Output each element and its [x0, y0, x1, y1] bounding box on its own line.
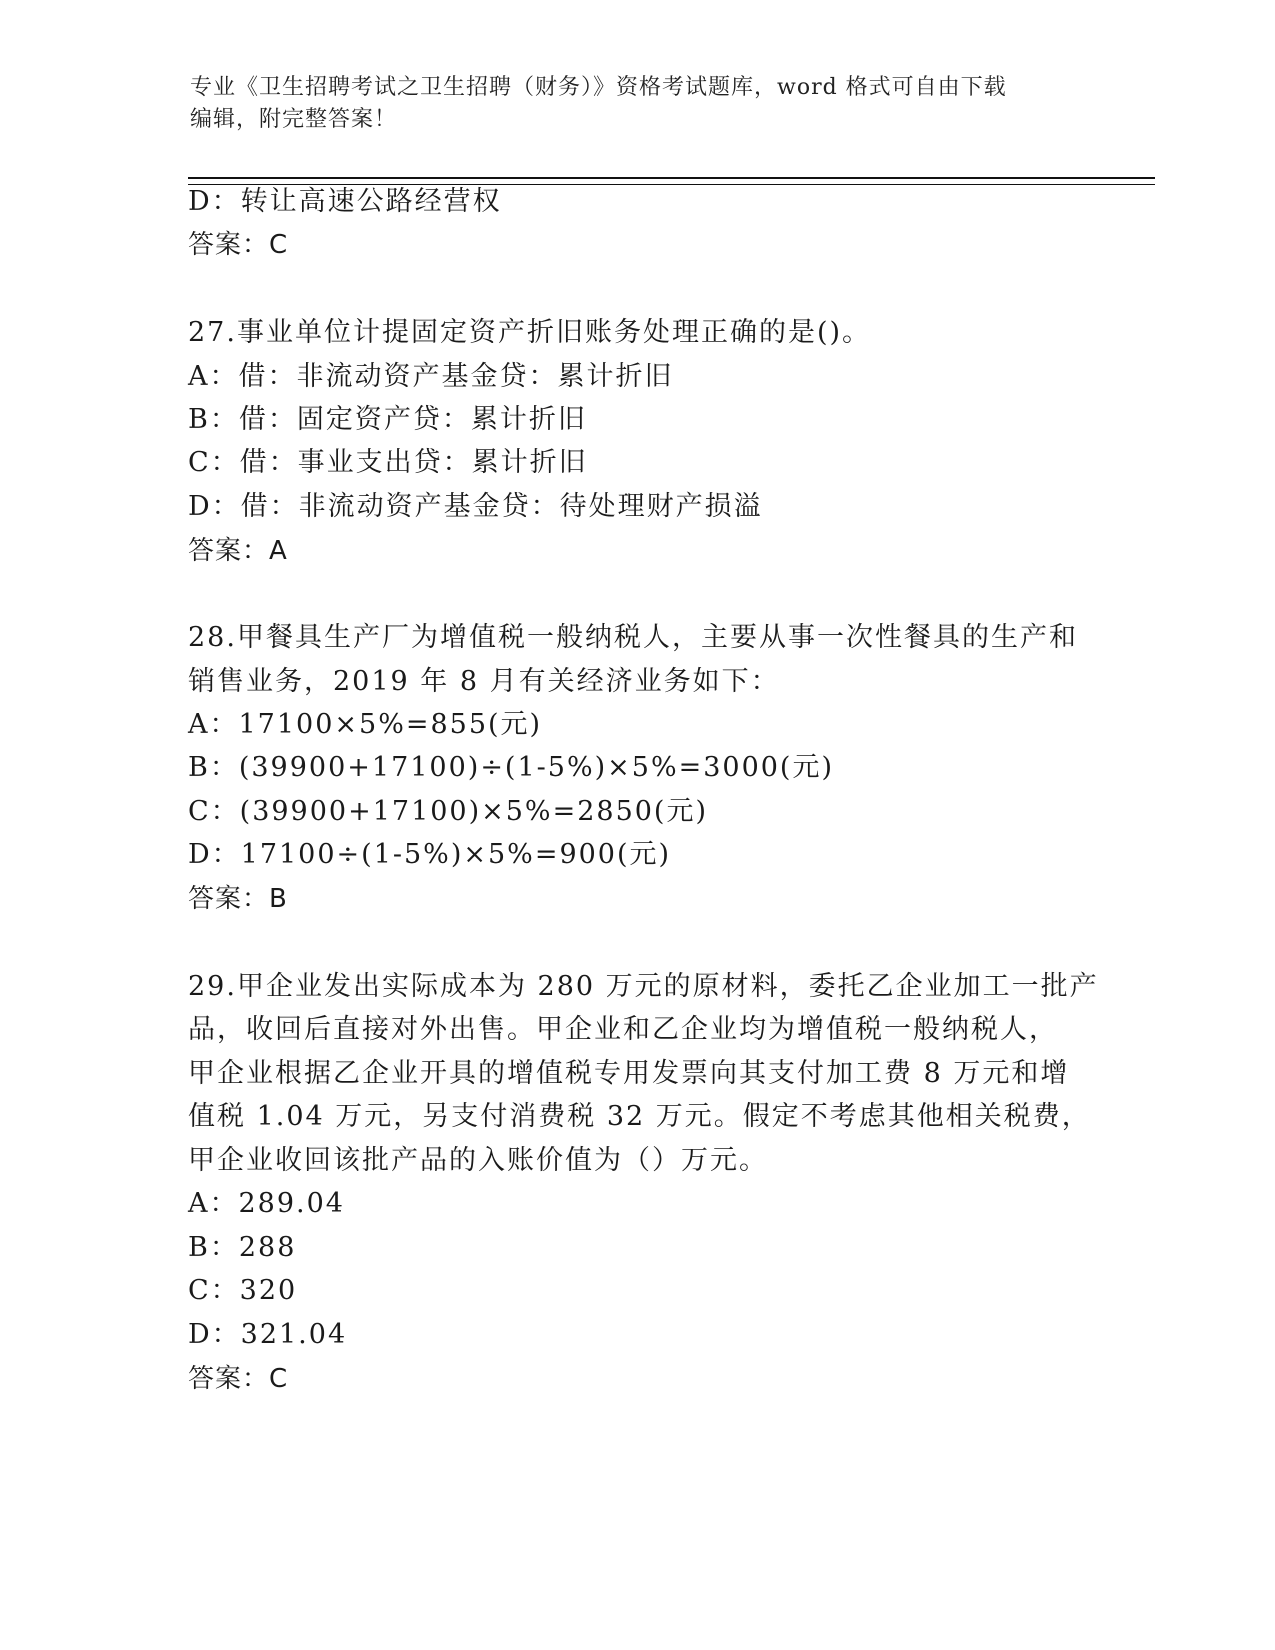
q29-option-d: D：321.04 — [188, 1319, 348, 1350]
q29-stem-line-3: 甲企业根据乙企业开具的增值税专用发票向其支付加工费 8 万元和增 — [188, 1058, 1070, 1089]
q27-option-a: A：借：非流动资产基金贷：累计折旧 — [188, 361, 674, 392]
q29-option-c: C：320 — [188, 1275, 298, 1306]
q29-stem-line-4: 值税 1.04 万元，另支付消费税 32 万元。假定不考虑其他相关税费， — [188, 1101, 1091, 1132]
q28-option-d: D：17100÷(1-5%)×5%=900(元) — [188, 839, 672, 870]
q29-stem-line-5: 甲企业收回该批产品的入账价值为（）万元。 — [188, 1145, 768, 1176]
q28-stem-line-1: 28.甲餐具生产厂为增值税一般纳税人，主要从事一次性餐具的生产和 — [188, 622, 1078, 653]
q29-stem-line-2: 品，收回后直接对外出售。甲企业和乙企业均为增值税一般纳税人， — [188, 1014, 1058, 1045]
q27-option-b: B：借：固定资产贷：累计折旧 — [188, 404, 587, 435]
q27-answer: 答案：A — [188, 536, 288, 566]
q27-option-d: D：借：非流动资产基金贷：待处理财产损溢 — [188, 491, 763, 522]
q29-option-b: B：288 — [188, 1232, 297, 1263]
q27-option-c: C：借：事业支出贷：累计折旧 — [188, 447, 588, 478]
prev-question-option-d: D：转让高速公路经营权 — [188, 186, 502, 217]
q29-answer: 答案：C — [188, 1364, 289, 1394]
q27-stem: 27.事业单位计提固定资产折旧账务处理正确的是()。 — [188, 317, 872, 348]
document-header — [190, 72, 1090, 136]
header-title-line-2: 编辑，附完整答案！ — [190, 107, 398, 132]
q29-option-a: A：289.04 — [188, 1188, 345, 1219]
q28-stem-line-2: 销售业务，2019 年 8 月有关经济业务如下： — [188, 666, 780, 697]
q28-answer: 答案：B — [188, 884, 288, 914]
q28-option-c: C：(39900+17100)×5%=2850(元) — [188, 796, 708, 827]
prev-question-answer: 答案：C — [188, 230, 289, 260]
q28-option-a: A：17100×5%=855(元) — [188, 709, 543, 740]
q29-stem-line-1: 29.甲企业发出实际成本为 280 万元的原材料，委托乙企业加工一批产 — [188, 971, 1099, 1002]
header-title-line-1: 专业《卫生招聘考试之卫生招聘（财务）》资格考试题库，word 格式可自由下载 — [190, 75, 1007, 100]
header-divider — [188, 177, 1155, 185]
q28-option-b: B：(39900+17100)÷(1-5%)×5%=3000(元) — [188, 752, 834, 783]
